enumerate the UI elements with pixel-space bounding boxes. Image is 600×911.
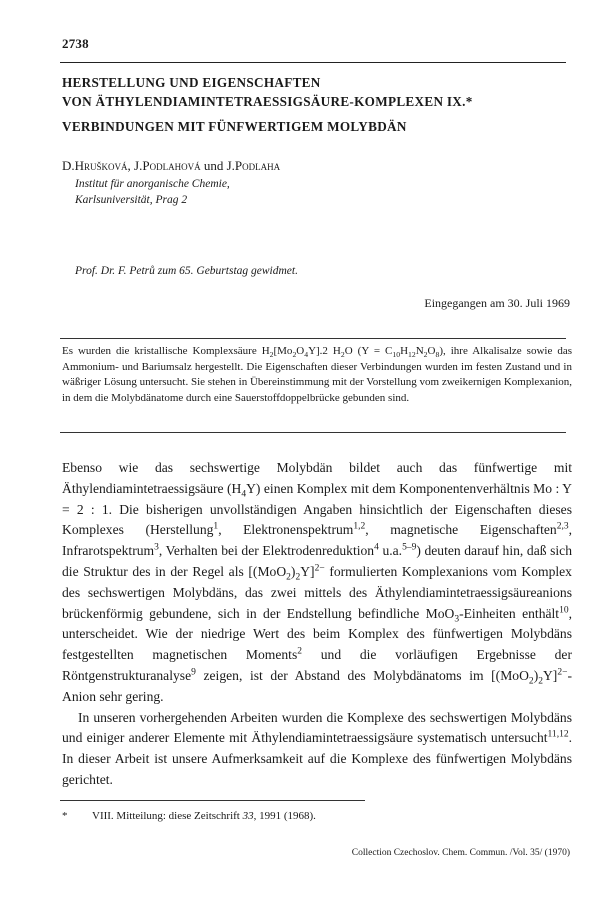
paragraph-1: Ebenso wie das sechswertige Molybdän bildet auch das fünfwertige mit Äthylendiamintetraessigsäure $(H_4Y)$ einen Komplex mit dem Komponentenverhältnis Mo : Y = 2 : 1. Die bisherigen unvollständigen Angaben hinsichtlich der Eigenschaften dieses Komplexes (Herstellung$^1$, Elektronenspektrum$^{1,2}$, magnetische Eigenschaften$^{2,3}$, Infrarotspektrum$^3$, Verhalten bei der Elektrodenreduktion$^4$ u.a.$^{5-9}$) deuten darauf hin, daß sich die Struktur des in der Regel als $[(MoO_2)_2Y]^{2-}$ formulierten Komplexanions vom Komplex des sechswertigen Molybdäns, das zwei mittels des Äthylendiamintetraessigsäureanions brückenförmig gebundene, sich in der Endstellung befindliche MoO$_3$-Einheiten enthält$^{10}$, unterscheidet. Wie der niedrige Wert des beim Komplex des fünfwertigen Molybdäns festgestellten magnetischen Moments$^2$ und die vorläufigen Ergebnisse der Röntgenstrukturanalyse$^9$ zeigen, ist der Abstand des Molybdänatoms im $[(MoO_2)_2Y]^{2-}$-Anion sehr gering.: [62, 460, 573, 704]
title-line-2: VON ÄTHYLENDIAMINTETRAESSIGSÄURE-KOMPLEXEN IX.*: [62, 94, 473, 109]
paragraph-2: In unseren vorhergehenden Arbeiten wurden die Komplexe des sechswertigen Molybdäns und einiger anderer Elemente mit Äthylendiamintetraessigsäure systematisch untersucht$^{11,12}$. In dieser Arbeit ist unsere Aufmerksamkeit auf die Komplexe des fünfwertigen Molybdäns gerichtet.: [62, 709, 572, 787]
author-separator: und: [200, 158, 227, 173]
title-line-3: VERBINDUNGEN MIT FÜNFWERTIGEM MOLYBDÄN: [62, 119, 407, 134]
abstract-bottom-rule: [60, 432, 566, 433]
affiliation-line-1: Institut für anorganische Chemie,: [75, 178, 230, 190]
author-3-initial: J.: [226, 158, 235, 173]
author-2-name: Podlahová: [142, 158, 201, 173]
author-1-initial: D.: [62, 158, 75, 173]
footnote-volume: 33: [242, 810, 254, 822]
abstract: Es wurden die kristallische Komplexsäure $H_2[Mo_2O_4Y].2$ $H_2O$ $(Y = C_{10}H_{12}N_2O_8)$, ihre Alkalisalze sowie das Ammonium- und Bariumsalz hergestellt. Die Eigenschaften dieser Verbindungen wurden im festen Zustand und in wäßriger Lösung untersucht. Sie stehen in Übereinstimmung mit der Vorstellung vom zweikernigen Komplexanion, in dem die Molybdänatome durch eine Sauerstoffdoppelbrücke gebunden sind.: [62, 345, 572, 404]
author-2-initial: J.: [134, 158, 143, 173]
author-3-name: Podlaha: [234, 158, 281, 173]
author-list: [62, 158, 280, 174]
author-separator: ,: [127, 158, 135, 173]
page-number: 2738: [62, 36, 89, 51]
title-line-1: HERSTELLUNG UND EIGENSCHAFTEN: [62, 75, 321, 90]
journal-footer: Collection Czechoslov. Chem. Commun. /Vol. 35/ (1970): [351, 848, 570, 858]
author-1-name: Hrušková: [74, 158, 128, 173]
header-rule: [60, 62, 566, 63]
footnote-rule: [60, 800, 365, 801]
abstract-top-rule: [60, 338, 566, 339]
received-date: Eingegangen am 30. Juli 1969: [424, 296, 570, 310]
affiliation-line-2: Karlsuniversität, Prag 2: [75, 194, 188, 206]
footnote-mark: *: [62, 810, 68, 822]
footnote: * VIII. Mitteilung: diese Zeitschrift 33, 1991 (1968).: [62, 810, 316, 822]
main-text: [62, 458, 572, 791]
dedication: Prof. Dr. F. Petrů zum 65. Geburtstag gewidmet.: [75, 265, 298, 277]
